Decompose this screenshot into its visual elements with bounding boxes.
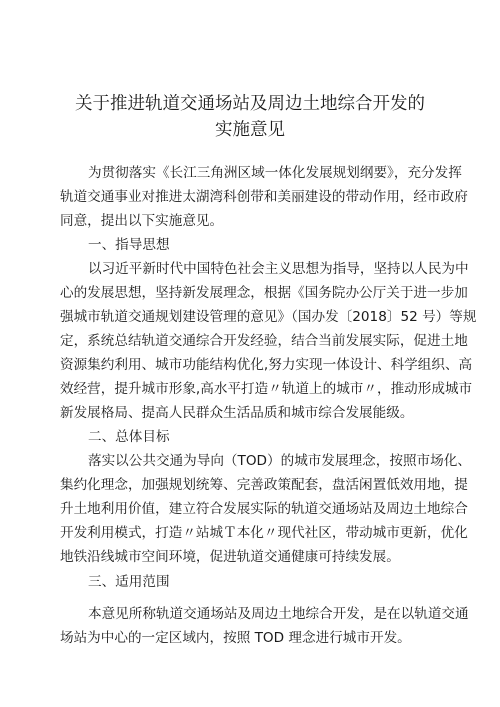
intro-line: 轨道交通事业对推进太湖湾科创带和美丽建设的带动作用，经市政府 <box>60 189 468 205</box>
document-title-line-2: 实施意见 <box>215 120 285 140</box>
paragraph-line: 资源集约利用、城市功能结构优化,努力实现一体设计、科学组织、高 <box>60 357 473 373</box>
paragraph-line: 开发利用模式，打造〃站城Ｔ本化〃现代社区，带动城市更新，优化 <box>60 525 468 541</box>
paragraph-line: 强城市轨道交通规划建设管理的意见》（国办发〔2018〕52 号）等规 <box>60 309 477 325</box>
paragraph-line: 集约化理念，加强规划统筹、完善政策配套，盘活闲置低效用地，提 <box>60 477 468 493</box>
paragraph-line: 落实以公共交通为导向（TOD）的城市发展理念，按照市场化、 <box>88 453 471 469</box>
paragraph-line: 本意见所称轨道交通场站及周边土地综合开发，是在以轨道交通 <box>88 606 469 622</box>
paragraph-line: 新发展格局、提高人民群众生活品质和城市综合发展能级。 <box>60 405 414 421</box>
paragraph-line: 效经营，提升城市形象,高水平打造〃轨道上的城市〃，推动形成城市 <box>60 381 473 397</box>
paragraph-line: 场站为中心的一定区域内，按照 TOD 理念进行城市开发。 <box>60 630 411 646</box>
paragraph-line: 升土地利用价值，建立符合发展实际的轨道交通场站及周边土地综合 <box>60 501 468 517</box>
document-title-line-1: 关于推进轨道交通场站及周边土地综合开发的 <box>75 94 425 114</box>
paragraph-line: 以习近平新时代中国特色社会主义思想为指导，坚持以人民为中 <box>88 261 469 277</box>
paragraph-line: 定，系统总结轨道交通综合开发经验，结合当前发展实际，促进土地 <box>60 333 468 349</box>
intro-line: 同意，提出以下实施意见。 <box>60 213 224 229</box>
paragraph-line: 心的发展思想，坚持新发展理念，根据《国务院办公厅关于进一步加 <box>60 285 468 301</box>
paragraph-line: 地铁沿线城市空间环境，促进轨道交通健康可持续发展。 <box>60 549 400 565</box>
section-heading-guiding-ideology: 一、指导思想 <box>88 237 170 253</box>
intro-line: 为贯彻落实《长江三角洲区域一体化发展规划纲要》，充分发挥 <box>88 165 462 181</box>
section-heading-scope: 三、适用范围 <box>88 574 170 590</box>
section-heading-overall-goals: 二、总体目标 <box>88 429 170 445</box>
